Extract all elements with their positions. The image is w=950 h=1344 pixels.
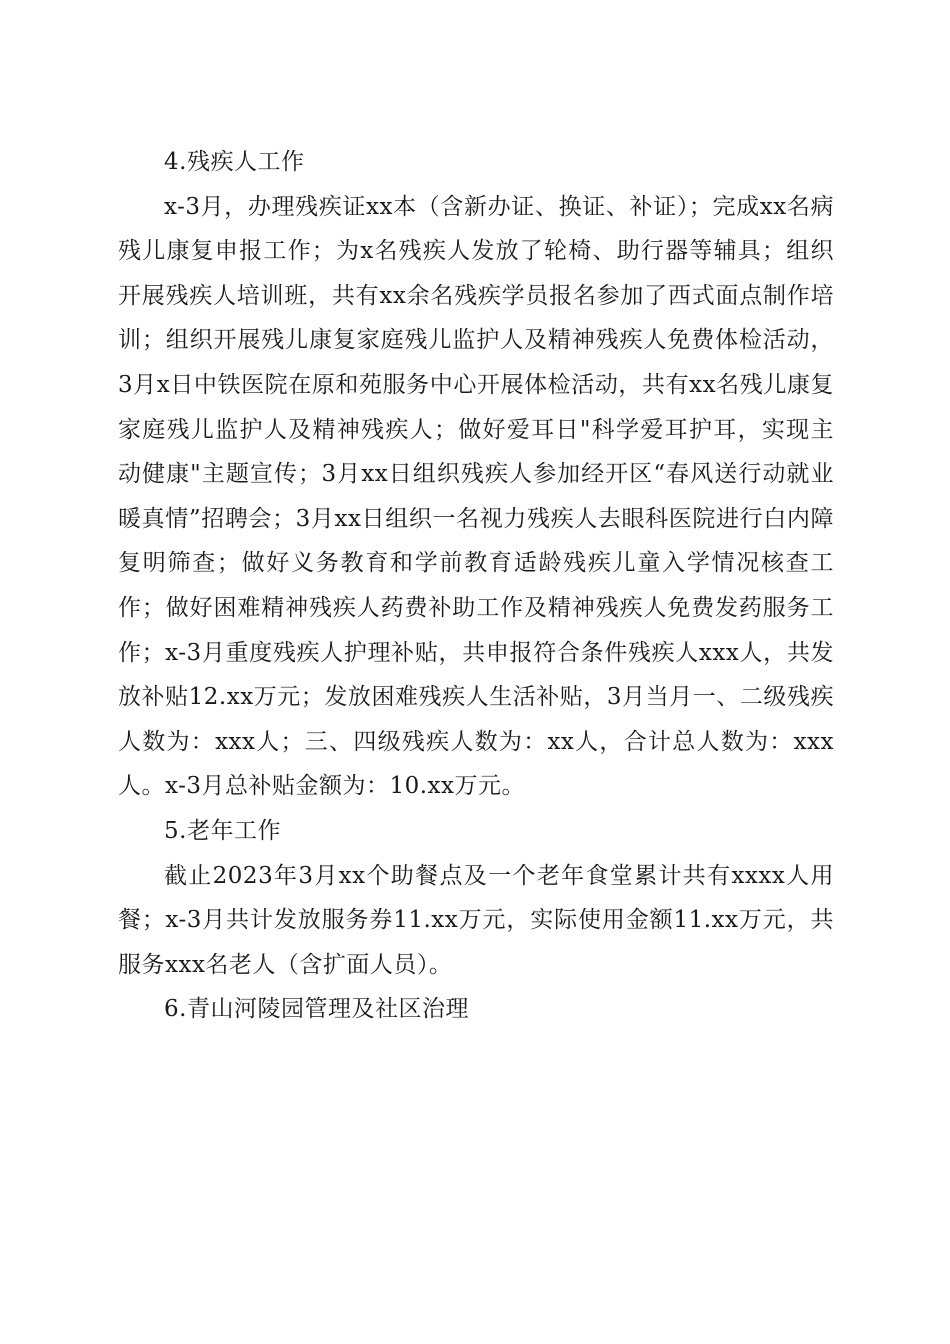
section-5-heading: 5.老年工作 [164,817,281,844]
section-4-paragraph: x-3月，办理残疾证xx本（含新办证、换证、补证）；完成xx名病残儿康复申报工作；为x名残疾人发放了轮椅、助行器等辅具；组织开展残疾人培训班，共有xx余名残疾学员报名参加了西式面点制作培训；组织开展残儿康复家庭残儿监护人及精神残疾人免费体检活动，3月x日中铁医院在原和苑服务中心开展体检活动，共有xx名残儿康复家庭残儿监护人及精神残疾人；做好爱耳日"科学爱耳护耳，实现主动健康"主题宣传；3月xx日组织残疾人参加经开区“春风送行动就业暖真情”招聘会；3月xx日组织一名视力残疾人去眼科医院进行白内障复明筛查；做好义务教育和学前教育适龄残疾儿童入学情况核查工作；做好困难精神残疾人药费补助工作及精神残疾人免费发药服务工作；x-3月重度残疾人护理补贴，共申报符合条件残疾人xxx人，共发放补贴12.xx万元；发放困难残疾人生活补贴，3月当月一、二级残疾人数为：xxx人；三、四级残疾人数为：xx人，合计总人数为：xxx人。x-3月总补贴金额为：10.xx万元。 [118,193,834,800]
section-5-paragraph: 截止2023年3月xx个助餐点及一个老年食堂累计共有xxxx人用餐；x-3月共计发放服务券11.xx万元，实际使用金额11.xx万元，共服务xxx名老人（含扩面人员）。 [118,862,834,978]
section-4-heading: 4.残疾人工作 [164,149,305,175]
document-page [118,140,834,1032]
section-6-heading: 6.青山河陵园管理及社区治理 [164,996,469,1023]
